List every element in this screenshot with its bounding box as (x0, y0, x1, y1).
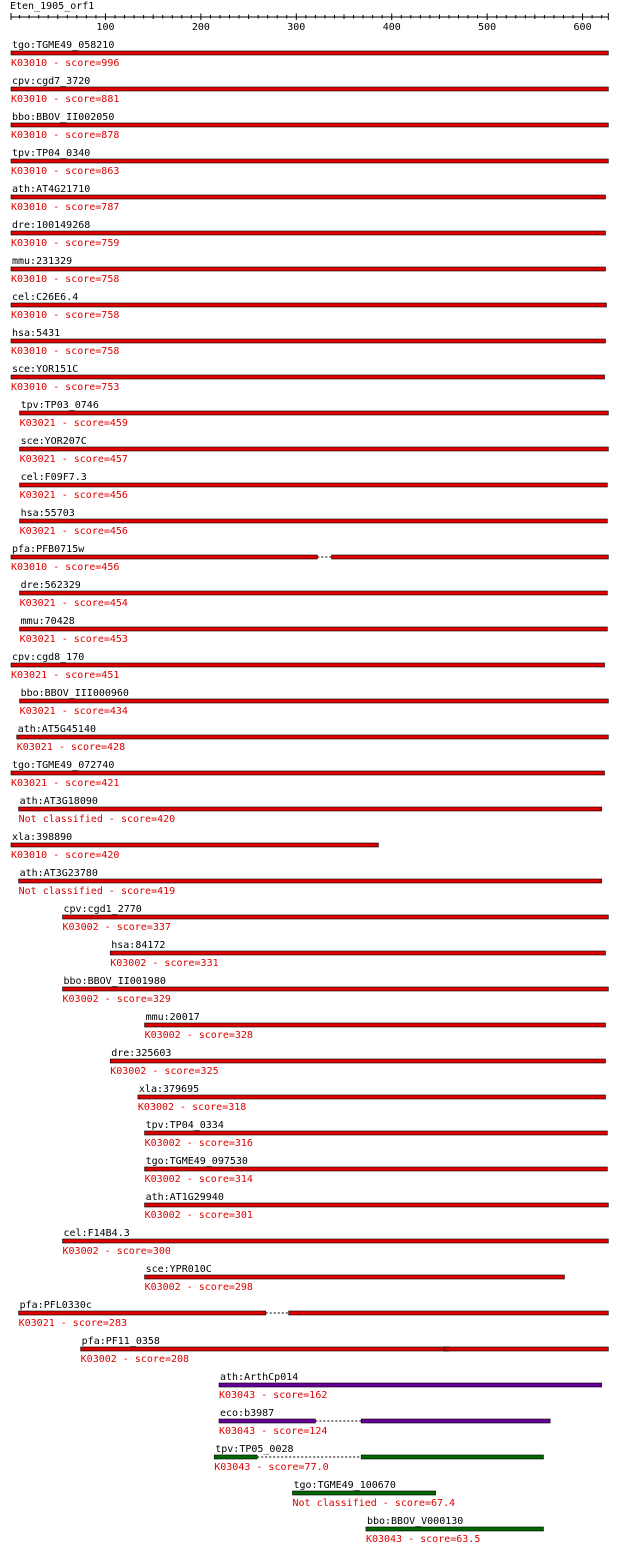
hit-gene-id[interactable]: tpv:TP04_0340 (12, 148, 91, 159)
alignment-segment[interactable] (11, 771, 605, 775)
hit-gene-id[interactable]: sce:YOR207C (20, 436, 87, 447)
hit-row[interactable] (110, 1048, 605, 1077)
alignment-segment[interactable] (110, 1059, 605, 1063)
hit-row[interactable] (19, 868, 602, 897)
alignment-segment[interactable] (214, 1455, 257, 1459)
axis-tick-label: 100 (96, 22, 115, 33)
hit-gene-id[interactable]: ath:AT4G21710 (12, 184, 91, 195)
hit-row[interactable] (366, 1516, 543, 1545)
hit-ko-score[interactable]: K03021 - score=451 (11, 670, 120, 681)
hit-row[interactable] (63, 1228, 609, 1257)
hit-row[interactable] (81, 1336, 609, 1365)
hit-ko-score[interactable]: K03010 - score=863 (11, 166, 120, 177)
hit-gene-id[interactable]: cpv:cgd1_2770 (63, 904, 142, 915)
hit-ko-score[interactable]: K03002 - score=325 (110, 1066, 219, 1077)
hit-ko-score[interactable]: K03021 - score=457 (19, 454, 128, 465)
hit-ko-score[interactable]: K03021 - score=459 (19, 418, 128, 429)
alignment-segment[interactable] (11, 843, 378, 847)
hit-gene-id[interactable]: bbo:BBOV_II001980 (63, 976, 166, 987)
hit-row[interactable] (11, 148, 608, 177)
alignment-segment[interactable] (20, 447, 609, 451)
hit-ko-score[interactable]: K03010 - score=758 (11, 274, 120, 285)
hit-row[interactable] (11, 328, 605, 357)
hit-row[interactable] (11, 292, 606, 321)
alignment-segment[interactable] (366, 1527, 543, 1531)
hit-ko-score[interactable]: K03002 - score=337 (62, 922, 171, 933)
hit-row[interactable] (145, 1012, 606, 1041)
hit-ko-score[interactable]: K03010 - score=758 (11, 310, 120, 321)
hit-ko-score[interactable]: K03021 - score=283 (18, 1318, 128, 1329)
hit-gene-id[interactable]: mmu:20017 (145, 1012, 200, 1023)
axis-tick-label: 400 (382, 22, 401, 33)
hit-row[interactable] (110, 940, 605, 969)
alignment-segment[interactable] (11, 51, 608, 55)
alignment-segment[interactable] (63, 915, 609, 919)
hit-ko-score[interactable]: K03021 - score=421 (11, 778, 120, 789)
hit-gene-id[interactable]: sce:YPR010C (145, 1264, 212, 1275)
hit-gene-id[interactable]: bbo:BBOV_II002050 (12, 112, 115, 123)
hit-gene-id[interactable]: xla:398890 (12, 832, 73, 843)
hit-gene-id[interactable]: xla:379695 (138, 1084, 200, 1095)
hit-gene-id[interactable]: tgo:TGME49_072740 (12, 760, 115, 771)
hit-gene-id[interactable]: tpv:TP04_0334 (145, 1120, 224, 1131)
alignment-segment[interactable] (20, 699, 609, 703)
hit-ko-score[interactable]: Not classified - score=419 (18, 886, 176, 897)
alignment-segment[interactable] (20, 411, 609, 415)
hit-row[interactable] (20, 436, 609, 465)
hit-ko-score[interactable]: K03010 - score=758 (11, 346, 120, 357)
hit-ko-score[interactable]: K03021 - score=456 (19, 490, 128, 501)
hit-row[interactable] (11, 544, 608, 573)
alignment-segment[interactable] (145, 1023, 606, 1027)
alignment-segment[interactable] (292, 1491, 435, 1495)
hit-row[interactable] (11, 220, 605, 249)
alignment-segment[interactable] (138, 1095, 606, 1099)
hit-list (11, 40, 608, 1545)
hit-ko-score[interactable]: K03010 - score=878 (11, 130, 120, 141)
hit-ko-score[interactable]: K03043 - score=63.5 (365, 1534, 481, 1545)
hit-row[interactable] (11, 364, 605, 393)
hit-gene-id[interactable]: tpv:TP03_0746 (20, 400, 99, 411)
alignment-segment[interactable] (11, 159, 608, 163)
hit-ko-score[interactable]: Not classified - score=420 (18, 814, 176, 825)
hit-gene-id[interactable]: ath:ArthCp014 (220, 1372, 299, 1383)
axis-tick-label: 600 (573, 22, 592, 33)
hit-gene-id[interactable]: cel:F14B4.3 (63, 1228, 130, 1239)
hit-row[interactable] (214, 1444, 543, 1473)
hit-ko-score[interactable]: K03021 - score=454 (19, 598, 128, 609)
hit-row[interactable] (145, 1192, 609, 1221)
alignment-segment[interactable] (11, 231, 605, 235)
alignment-segment[interactable] (145, 1167, 608, 1171)
axis-tick-label: 300 (287, 22, 306, 33)
hit-ko-score[interactable]: K03010 - score=881 (11, 94, 120, 105)
alignment-segment[interactable] (81, 1347, 449, 1351)
hit-row[interactable] (11, 112, 608, 141)
alignment-segment[interactable] (63, 1239, 609, 1243)
alignment-segment[interactable] (11, 87, 608, 91)
hit-gene-id[interactable]: pfa:PF11_0358 (81, 1336, 160, 1347)
hit-gene-id[interactable]: ath:AT5G45140 (17, 724, 97, 735)
hit-ko-score[interactable]: K03043 - score=162 (219, 1390, 328, 1401)
alignment-segment[interactable] (20, 591, 608, 595)
hit-gene-id[interactable]: hsa:5431 (12, 328, 61, 339)
hit-gene-id[interactable]: tgo:TGME49_058210 (12, 40, 115, 51)
alignment-segment[interactable] (17, 735, 609, 739)
hit-gene-id[interactable]: bbo:BBOV_III000960 (20, 688, 129, 699)
alignment-segment[interactable] (11, 555, 317, 559)
axis-tick-label: 500 (478, 22, 497, 33)
alignment-segment[interactable] (11, 663, 605, 667)
alignment-segment[interactable] (19, 807, 602, 811)
hit-row[interactable] (20, 472, 608, 501)
hit-row[interactable] (292, 1480, 455, 1509)
hit-row[interactable] (63, 976, 609, 1005)
hit-gene-id[interactable]: hsa:84172 (111, 940, 166, 951)
alignment-segment[interactable] (332, 555, 609, 559)
hit-gene-id[interactable]: cpv:cgd7_3720 (12, 76, 91, 87)
query-name: Eten_1905_orf1 (10, 1, 95, 12)
hit-gene-id[interactable]: dre:100149268 (12, 220, 91, 231)
hit-ko-score[interactable]: K03002 - score=329 (62, 994, 171, 1005)
hit-gene-id[interactable]: dre:325603 (111, 1048, 172, 1059)
alignment-segment[interactable] (11, 267, 605, 271)
alignment-segment[interactable] (289, 1311, 609, 1315)
hit-row[interactable] (11, 652, 605, 681)
hit-ko-score[interactable]: K03002 - score=314 (144, 1174, 253, 1185)
hit-ko-score[interactable]: K03002 - score=300 (62, 1246, 171, 1257)
hit-row[interactable] (20, 508, 608, 537)
position-axis (11, 13, 608, 33)
hit-gene-id[interactable]: tpv:TP05_0028 (215, 1444, 294, 1455)
hit-row[interactable] (11, 832, 378, 861)
hit-row[interactable] (11, 256, 605, 285)
hit-row[interactable] (219, 1372, 602, 1401)
alignment-segment[interactable] (20, 519, 608, 523)
alignment-segment[interactable] (145, 1275, 565, 1279)
hit-ko-score[interactable]: K03010 - score=759 (11, 238, 120, 249)
hit-gene-id[interactable]: pfa:PFB0715w (12, 544, 85, 555)
hit-row[interactable] (19, 1300, 609, 1329)
hit-ko-score[interactable]: K03021 - score=428 (16, 742, 126, 753)
hit-row[interactable] (20, 400, 609, 429)
alignment-segment[interactable] (20, 627, 608, 631)
alignment-segment[interactable] (20, 483, 608, 487)
hit-ko-score[interactable]: K03002 - score=318 (137, 1102, 247, 1113)
hit-gene-id[interactable]: ath:AT3G23780 (19, 868, 98, 879)
hit-gene-id[interactable]: pfa:PFL0330c (19, 1300, 92, 1311)
hit-row[interactable] (145, 1156, 608, 1185)
hit-row[interactable] (138, 1084, 606, 1113)
alignment-segment[interactable] (63, 987, 609, 991)
axis-tick-label: 200 (191, 22, 210, 33)
hit-ko-score[interactable]: K03010 - score=456 (11, 562, 120, 573)
hit-gene-id[interactable]: hsa:55703 (20, 508, 75, 519)
hit-row[interactable] (11, 40, 608, 69)
hit-ko-score[interactable]: K03010 - score=996 (11, 58, 120, 69)
hit-row[interactable] (11, 760, 605, 789)
alignment-segment[interactable] (145, 1131, 608, 1135)
hit-gene-id[interactable]: mmu:70428 (20, 616, 75, 627)
hit-ko-score[interactable]: K03021 - score=453 (19, 634, 128, 645)
hit-ko-score[interactable]: K03002 - score=208 (80, 1354, 190, 1365)
hit-gene-id[interactable]: bbo:BBOV_V000130 (366, 1516, 464, 1527)
hit-gene-id[interactable]: tgo:TGME49_097530 (145, 1156, 248, 1167)
alignment-segment[interactable] (361, 1455, 543, 1459)
hit-row[interactable] (11, 76, 608, 105)
hit-row[interactable] (19, 796, 602, 825)
hit-row[interactable] (11, 184, 605, 213)
alignment-segment[interactable] (444, 1347, 608, 1351)
alignment-segment[interactable] (11, 375, 605, 379)
hit-row[interactable] (20, 688, 609, 717)
hit-row[interactable] (219, 1408, 550, 1437)
hit-ko-score[interactable]: K03002 - score=316 (144, 1138, 253, 1149)
alignment-segment[interactable] (145, 1203, 609, 1207)
alignment-segment[interactable] (361, 1419, 550, 1423)
hit-gene-id[interactable]: sce:YOR151C (12, 364, 79, 375)
hit-ko-score[interactable]: K03043 - score=124 (219, 1426, 328, 1437)
hit-gene-id[interactable]: tgo:TGME49_100670 (293, 1480, 396, 1491)
hit-row[interactable] (20, 616, 608, 645)
hit-row[interactable] (20, 580, 608, 609)
hit-ko-score[interactable]: K03021 - score=434 (19, 706, 128, 717)
hit-ko-score[interactable]: K03002 - score=298 (144, 1282, 253, 1293)
alignment-segment[interactable] (11, 195, 605, 199)
hit-gene-id[interactable]: mmu:231329 (12, 256, 73, 267)
hit-gene-id[interactable]: eco:b3987 (220, 1408, 275, 1419)
hit-ko-score[interactable]: K03010 - score=753 (11, 382, 120, 393)
hit-gene-id[interactable]: ath:AT1G29940 (145, 1192, 224, 1203)
hit-ko-score[interactable]: K03002 - score=301 (144, 1210, 253, 1221)
hit-row[interactable] (63, 904, 609, 933)
hit-ko-score[interactable]: K03043 - score=77.0 (214, 1462, 329, 1473)
hit-gene-id[interactable]: cel:F09F7.3 (20, 472, 87, 483)
alignment-segment[interactable] (219, 1419, 315, 1423)
alignment-segment[interactable] (110, 951, 605, 955)
alignment-segment[interactable] (19, 1311, 266, 1315)
hit-gene-id[interactable]: cpv:cgd8_170 (12, 652, 85, 663)
alignment-segment[interactable] (11, 303, 606, 307)
hit-row[interactable] (17, 724, 609, 753)
alignment-segment[interactable] (11, 339, 605, 343)
hit-gene-id[interactable]: ath:AT3G18090 (19, 796, 98, 807)
alignment-segment[interactable] (219, 1383, 602, 1387)
hit-ko-score[interactable]: Not classified - score=67.4 (292, 1498, 456, 1509)
alignment-segment[interactable] (19, 879, 602, 883)
hit-ko-score[interactable]: K03010 - score=420 (11, 850, 120, 861)
hit-ko-score[interactable]: K03010 - score=787 (11, 202, 120, 213)
hit-row[interactable] (145, 1120, 608, 1149)
hit-ko-score[interactable]: K03002 - score=328 (144, 1030, 253, 1041)
hit-ko-score[interactable]: K03021 - score=456 (19, 526, 128, 537)
hit-gene-id[interactable]: cel:C26E6.4 (12, 292, 79, 303)
alignment-segment[interactable] (11, 123, 608, 127)
hit-gene-id[interactable]: dre:562329 (20, 580, 81, 591)
hit-ko-score[interactable]: K03002 - score=331 (110, 958, 219, 969)
hit-row[interactable] (145, 1264, 565, 1293)
